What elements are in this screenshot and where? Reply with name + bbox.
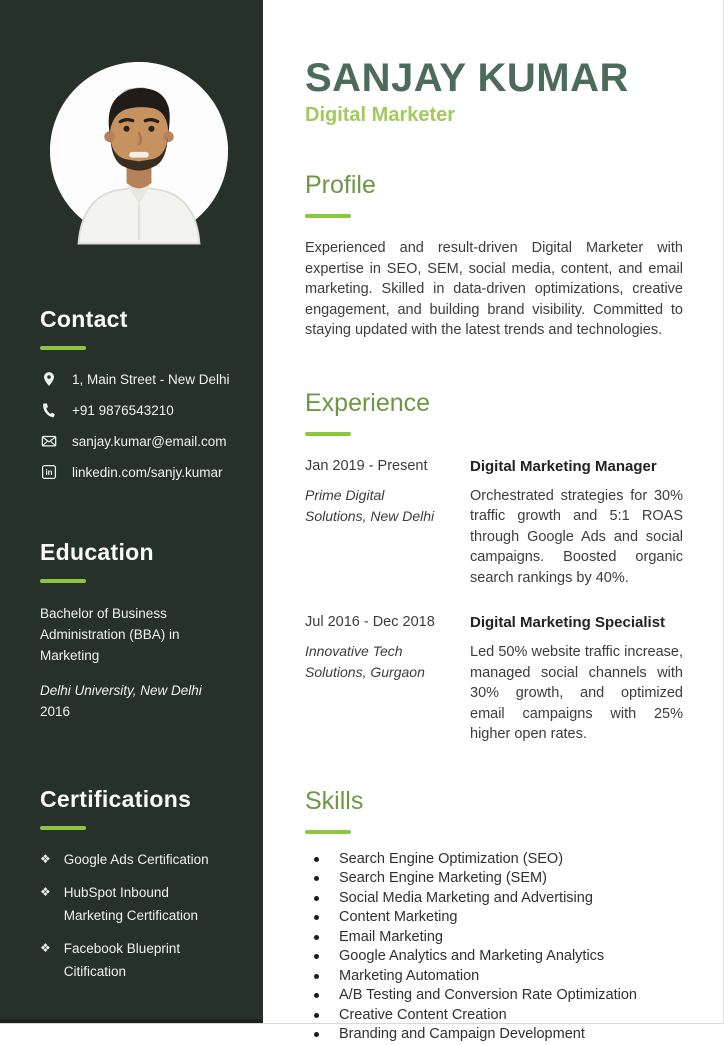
contact-email-text: sanjay.kumar@email.com bbox=[72, 433, 227, 449]
skill-item: Branding and Campaign Development bbox=[305, 1025, 683, 1045]
job-company: Innovative Tech Solutions, Gurgaon bbox=[305, 643, 425, 680]
profile-photo bbox=[50, 62, 228, 240]
skill-item: Content Marketing bbox=[305, 908, 683, 928]
contact-heading: Contact bbox=[40, 306, 128, 332]
job-title: Digital Marketing Manager bbox=[470, 457, 657, 475]
job-title: Digital Marketing Specialist bbox=[470, 614, 666, 631]
education-underline bbox=[40, 579, 86, 583]
email-icon bbox=[40, 432, 58, 450]
profile-heading: Profile bbox=[305, 171, 376, 199]
person-job-title: Digital Marketer bbox=[305, 104, 456, 126]
experience-entry-detail bbox=[470, 458, 683, 589]
skill-item: A/B Testing and Conversion Rate Optimization bbox=[305, 986, 683, 1006]
job-description: Led 50% website traffic increase, managed social channels with 30% growth, and optimized email campaigns with 25% higher open rates. bbox=[470, 644, 683, 742]
certifications-section bbox=[40, 786, 237, 983]
experience-heading: Experience bbox=[305, 388, 431, 417]
svg-text:in: in bbox=[45, 468, 53, 478]
skill-item: Google Analytics and Marketing Analytics bbox=[305, 947, 683, 967]
contact-item-address bbox=[40, 370, 237, 388]
person-name: SANJAY KUMAR bbox=[305, 56, 629, 100]
experience-entry-detail bbox=[470, 614, 683, 745]
experience-entry-meta bbox=[305, 458, 470, 589]
contact-item-linkedin bbox=[40, 463, 237, 481]
diamond-bullet-icon: ❖ bbox=[40, 852, 51, 866]
education-section bbox=[40, 539, 237, 722]
contact-phone-text: +91 9876543210 bbox=[72, 402, 174, 418]
skill-item: Marketing Automation bbox=[305, 967, 683, 987]
diamond-bullet-icon: ❖ bbox=[40, 885, 51, 899]
linkedin-icon bbox=[40, 463, 58, 481]
experience-entry bbox=[305, 614, 683, 745]
profile-underline bbox=[305, 214, 351, 218]
phone-icon bbox=[40, 401, 58, 419]
certification-text: HubSpot Inbound Marketing Certification bbox=[63, 885, 199, 923]
certifications-list bbox=[40, 848, 237, 983]
certification-item bbox=[40, 881, 230, 927]
skills-heading: Skills bbox=[305, 786, 364, 815]
certification-item bbox=[40, 937, 230, 983]
profile-section bbox=[305, 171, 683, 341]
skill-item: Search Engine Marketing (SEM) bbox=[305, 869, 683, 889]
profile-summary: Experienced and result-driven Digital Marketer with expertise in SEO, SEM, social media, content, and email marketing. Skilled in data-driven optimizations, creative engagement, and building brand visibility. Committed to staying updated with the latest trends and technologies. bbox=[305, 240, 683, 338]
education-year: 2016 bbox=[40, 704, 71, 719]
diamond-bullet-icon: ❖ bbox=[40, 941, 51, 955]
main-content bbox=[263, 0, 723, 1042]
experience-entry bbox=[305, 458, 683, 589]
education-school: Delhi University, New Delhi bbox=[40, 683, 202, 698]
certification-text: Google Ads Certification bbox=[63, 852, 209, 867]
contact-item-email bbox=[40, 432, 237, 450]
resume-header bbox=[305, 56, 683, 127]
job-company: Prime Digital Solutions, New Delhi bbox=[305, 486, 435, 524]
job-dates: Jul 2016 - Dec 2018 bbox=[305, 614, 435, 630]
experience-entry-meta bbox=[305, 614, 470, 745]
certification-item bbox=[40, 848, 230, 871]
experience-underline bbox=[305, 432, 351, 436]
skill-item: Search Engine Optimization (SEO) bbox=[305, 850, 683, 870]
contact-list bbox=[40, 370, 237, 481]
education-degree: Bachelor of Business Administration (BBA) in Marketing bbox=[40, 606, 180, 663]
certifications-underline bbox=[40, 826, 86, 830]
contact-underline bbox=[40, 346, 86, 350]
sidebar bbox=[0, 0, 263, 1023]
certifications-heading: Certifications bbox=[40, 786, 192, 812]
certification-text: Facebook Blueprint Citification bbox=[63, 941, 181, 979]
job-description: Orchestrated strategies for 30% traffic growth and 5:1 ROAS through Google Ads and social campaigns. Boosted organic search rankings by 40%. bbox=[470, 487, 683, 586]
skills-list bbox=[305, 850, 683, 1045]
avatar-illustration bbox=[50, 62, 228, 240]
experience-section bbox=[305, 389, 683, 745]
job-dates: Jan 2019 - Present bbox=[305, 457, 428, 474]
skills-underline bbox=[305, 830, 351, 834]
contact-item-phone bbox=[40, 401, 237, 419]
education-heading: Education bbox=[40, 539, 154, 565]
contact-section bbox=[40, 306, 237, 481]
skill-item: Email Marketing bbox=[305, 928, 683, 948]
location-pin-icon bbox=[40, 370, 58, 388]
skill-item: Creative Content Creation bbox=[305, 1006, 683, 1026]
contact-address-text: 1, Main Street - New Delhi bbox=[72, 371, 230, 387]
contact-linkedin-text: linkedin.com/sanjy.kumar bbox=[72, 464, 223, 480]
skill-item: Social Media Marketing and Advertising bbox=[305, 889, 683, 909]
skills-section bbox=[305, 787, 683, 1045]
